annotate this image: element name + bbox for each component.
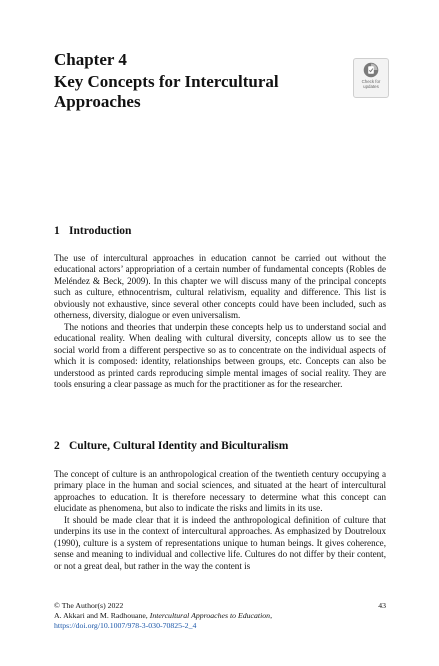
paragraph: It should be made clear that it is indeed the anthropological definition of culture that underpins its use in the context of intercultural approaches. As emphasized by Doutreloux (1990), culture is a system of representations unique to human beings. It gives coherence, sense and meaning to individual and collective life. Cultures do not differ by their content, or not a great deal, but rather in the way the content is: [54, 514, 386, 571]
page-number: 43: [378, 601, 386, 610]
citation-book-title: Intercultural Approaches to Education: [149, 611, 271, 620]
section-title: Culture, Cultural Identity and Biculturalism: [69, 440, 289, 452]
paragraph: The use of intercultural approaches in education cannot be carried out without the educational actors’ appropriation of a certain number of fundamental concepts (Robles de Meléndez & Beck, 2009). In this chapter we will discuss many of the principal concepts such as culture, ethnocentrism, cultural relativism, equality and difference. This list is obviously not exhaustive, since several other concepts could have been included, such as otherness, diversity, dialogue or even universalism.: [54, 253, 386, 321]
section-number: 1: [54, 225, 60, 237]
section-heading-culture: [54, 440, 288, 452]
citation-authors: A. Akkari and M. Radhouane,: [54, 611, 148, 620]
section-heading-introduction: [54, 225, 131, 237]
paragraph: The notions and theories that underpin these concepts help us to understand social and educational reality. When dealing with cultural diversity, concepts allow us to see the social world from a different perspective so as to concentrate on the individual aspects of which it is composed: identity, relationships between groups, etc. Concepts can also be understood as printed cards reproducing simple mental images of social reality. They are tools ensuring a clear passage as much for the practitioner as for the researcher.: [54, 321, 386, 389]
doi-line: [54, 621, 386, 631]
introduction-body: [54, 253, 386, 390]
culture-body: [54, 469, 386, 572]
section-title: Introduction: [69, 225, 132, 237]
citation-comma: ,: [270, 611, 273, 620]
badge-label-line1: Check for: [361, 79, 381, 84]
chapter-label: Chapter 4: [54, 50, 127, 69]
check-for-updates-badge[interactable]: [353, 58, 389, 98]
citation-line: [54, 611, 386, 621]
badge-label: [362, 79, 381, 89]
chapter-title: Key Concepts for Intercultural Approaches: [54, 72, 279, 111]
copyright-line: © The Author(s) 2022: [54, 601, 124, 610]
badge-label-line2: updates: [363, 84, 379, 89]
paragraph: The concept of culture is an anthropological creation of the twentieth century occupying a primary place in the human and social sciences, and situated at the heart of intercultural approaches to education. It is therefore necessary to determine what this concept can elucidate as phenomena, but also to indicate the risks and limits in its use.: [54, 469, 386, 514]
page-footer: [54, 601, 386, 631]
check-for-updates-icon: [363, 62, 379, 78]
section-number: 2: [54, 440, 60, 452]
doi-link[interactable]: https://doi.org/10.1007/978-3-030-70825-2_4: [54, 621, 197, 630]
